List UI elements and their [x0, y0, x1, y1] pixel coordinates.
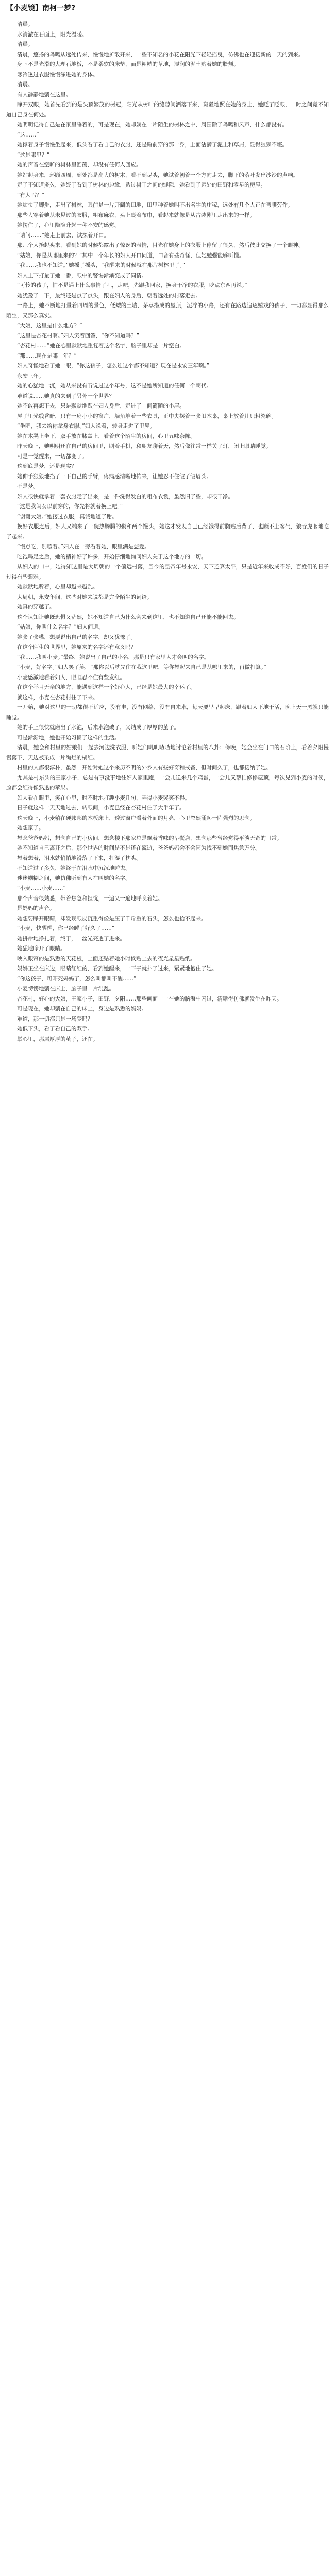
article-paragraph: 清晨。	[17, 21, 34, 27]
article-paragraph: 一开始，她对这里的一切都很不适应，没有电，没有网络，没有自来水，每天要早早起床，跟着妇人下地干活，晚上天一黑就只能睡觉。	[6, 704, 329, 721]
article-paragraph: 妇人上下打量了她一番，眼中的警惕渐渐变成了同情。	[17, 272, 147, 279]
article-paragraph: 她张了张嘴，想要说出自己的名字，却又犹豫了。	[17, 634, 136, 640]
article-paragraph: 换好衣服之后，妇人又端来了一碗热腾腾的粥和两个馒头，她这才发现自己已经饿得前胸贴后背了，也顾不上客气，狼吞虎咽地吃了起来。	[6, 523, 329, 540]
article-paragraph: 在这个陌生的世界里，她原来的名字还有意义吗？	[17, 644, 136, 650]
article-paragraph: “这里是杏花村啊。”妇人笑着回答，“你不知道吗？”	[17, 332, 140, 339]
article-paragraph: “那……现在是哪一年？”	[17, 352, 77, 359]
article-paragraph: 可是一觉醒来，一切都变了。	[17, 453, 88, 460]
article-paragraph: 睁开双眼，她首先看到的是头顶繁茂的树冠，阳光从树叶的缝隙间洒落下来，斑驳地照在她的身上，她眨了眨眼，一时之间竟不知道自己身在何处。	[6, 101, 329, 118]
article-paragraph: 这个认知让她既恐惧又茫然，她不知道自己为什么会来到这里，也不知道自己还能不能回去。	[17, 614, 239, 620]
article-paragraph: 清晨。	[17, 41, 34, 47]
article-paragraph: 日子就这样一天天地过去，转眼间，小麦已经在杏花村住了大半年了。	[17, 805, 185, 811]
article-paragraph: 妈妈正坐在床边，眼睛红红的，看到她醒来，一下子就扑了过来，紧紧地抱住了她。	[17, 965, 217, 972]
article-paragraph: 不是梦。	[17, 483, 39, 489]
article-paragraph: “可怜的孩子，怕不是遇上什么事情了吧，走吧，先跟我回家，换身干净的衣服，吃点东西再说。”	[17, 282, 247, 289]
article-paragraph: 想着想着，泪水就悄悄地滑落了下来，打湿了枕头。	[17, 855, 142, 861]
article-paragraph: “小麦，好名字。”妇人笑了笑，“那你以后就先住在我这里吧，等你想起来自己是从哪里来的，再做打算。”	[17, 664, 266, 670]
article-paragraph: 寒冷透过衣服慢慢渗进她的身体。	[17, 71, 98, 78]
article-paragraph: “这……”	[17, 131, 39, 138]
article-paragraph: 映入眼帘的是熟悉的天花板，上面还贴着她小时候贴上去的夜光星星贴纸。	[17, 955, 196, 962]
article-paragraph: 那个声音很熟悉，带着焦急和担忧，一遍又一遍地呼唤着她。	[17, 895, 163, 902]
article-paragraph: 身下不是光滑的大理石地板，不是柔软的床垫，而是粗糙的草地，湿润的泥土贴着她的脸颊。	[17, 61, 239, 67]
article-paragraph: “有人吗？”	[17, 192, 44, 198]
article-paragraph: 她不敢再想下去，只是默默地跟在妇人身后，走进了一间简陋的小屋。	[17, 403, 185, 409]
article-paragraph: 有人静静地躺在这里。	[17, 91, 71, 98]
article-paragraph: 就这样，小麦在杏花村住了下来。	[17, 694, 98, 701]
article-paragraph: 是妈妈的声音。	[17, 905, 55, 911]
article-paragraph: “姑娘，你是从哪里来的？”其中一个年长的妇人开口问道，口音有些奇怪，但她勉强能够听懂。	[17, 252, 245, 259]
article-paragraph: 这到底是梦，还是现实？	[17, 463, 77, 469]
article-paragraph: 她在木凳上坐下，双手放在膝盖上，看着这个陌生的房间，心里五味杂陈。	[17, 433, 196, 439]
article-paragraph: 掌心里，那层厚厚的茧子，还在。	[17, 1036, 98, 1042]
article-paragraph: 她明明记得自己是在家里睡着的，可是现在，她却躺在一片陌生的树林之中，周围除了鸟鸣和风声，什么都没有。	[17, 122, 288, 128]
article-paragraph: 她撑着身子慢慢坐起来，低头看了看自己的衣服，还是睡前穿的那一身，上面沾满了泥土和草屑，显得狼狈不堪。	[17, 142, 288, 148]
article-paragraph: 她想家了。	[17, 825, 44, 831]
article-paragraph: 走了不知道多久，她终于看到了树林的边缘，透过树干之间的缝隙，她看到了远处的田野和零星的房屋。	[17, 182, 266, 188]
article-paragraph: 杏花村，好心的大娘，王家小子，田野，夕阳……那些画面一一在她的脑海中闪过，清晰得仿佛就发生在昨天。	[17, 995, 282, 1002]
article-paragraph: “小麦……小麦……”	[17, 885, 66, 891]
article-paragraph: “小麦，快醒醒，你已经睡了好久了……”	[17, 925, 115, 931]
article-paragraph: 昨天晚上，她明明还在自己的房间里，刷着手机，和朋友聊着天，然后像往常一样关了灯，闭上眼睛睡觉。	[17, 443, 272, 449]
article-paragraph: 一路上，她不断地打量着四周的景色，低矮的土墙，茅草搭成的屋顶，泥泞的小路，还有在路边追逐嬉戏的孩子，一切都显得那么陌生，又那么真实。	[6, 302, 329, 319]
article-paragraph: “我……我叫小麦。”最终，她说出了自己的小名，那是只有家里人才会叫的名字。	[17, 654, 210, 660]
article-paragraph: “谢谢大娘。”她接过衣服，真诚地道了谢。	[17, 513, 118, 520]
article-paragraph: 水清澈在石面上，阳光温暖。	[17, 31, 88, 38]
article-paragraph: 她拼命地挣扎着，终于，一丝光亮透了进来。	[17, 935, 125, 942]
article-paragraph: 清晨，她会和村里的姑娘们一起去河边洗衣服，听她们叽叽喳喳地讨论着村里的八卦；傍晚，她会坐在门口的石阶上，看着夕阳慢慢落下，天边被染成一片绚烂的橘红。	[6, 744, 329, 761]
article-paragraph: 在这个举目无亲的地方，能遇到这样一个好心人，已经是她最大的幸运了。	[17, 684, 196, 690]
article-body	[6, 20, 329, 1044]
article-paragraph: 她愣住了，心里隐隐升起一种不安的感觉。	[17, 222, 120, 228]
article-paragraph: “大娘，这里是什么地方？”	[17, 323, 82, 329]
article-paragraph: 她想要睁开眼睛，却发现眼皮沉重得像是压了千斤重的石头，怎么也抬不起来。	[17, 915, 207, 922]
article-paragraph: 想念爸爸妈妈，想念自己的小房间，想念楼下那家总是飘着香味的早餐店，想念那些曾经觉得平淡无奇的日常。	[17, 835, 282, 841]
article-paragraph: 清晨。	[17, 81, 34, 88]
article-paragraph: “这是我闺女以前穿的，你先将就着换上吧。”	[17, 503, 123, 510]
article-paragraph: 她的心猛地一沉，她从来没有听说过这个年号，这不是她所知道的任何一个朝代。	[17, 383, 212, 389]
article-paragraph: 妇人奇怪地看了她一眼，“你这孩子，怎么连这个都不知道？现在是永安三年啊。”	[17, 363, 210, 369]
article-paragraph: “坐吧，我去给你拿身衣服。”妇人说着，转身走进了里屋。	[17, 423, 156, 429]
article-paragraph: 妇人看在眼里，笑在心里，时不时地打趣小麦几句，弄得小麦哭笑不得。	[17, 794, 190, 801]
article-paragraph: 那几个人抬起头来，看到她的时候都露出了惊讶的表情，目光在她身上的衣服上停留了很久，然后彼此交换了一个眼神。	[17, 242, 304, 248]
article-paragraph: 小麦感激地看着妇人，眼眶忍不住有些发红。	[17, 674, 125, 681]
article-paragraph: 不知道过了多久，她终于在泪水中沉沉地睡去。	[17, 865, 131, 871]
article-paragraph: 可是渐渐地，她也开始习惯了这样的生活。	[17, 734, 120, 741]
article-paragraph: 她站起身来，环顾四周，到处都是高大的树木，看不到尽头，她试着朝着一个方向走去，脚下的落叶发出沙沙的声响。	[17, 172, 298, 178]
article-paragraph: 她伸手狠狠地掐了一下自己的手臂，疼痛感清晰地传来，让她忍不住皱了皱眉头。	[17, 473, 212, 480]
article-paragraph: 她默默地听着，心里却越来越乱。	[17, 584, 98, 590]
article-paragraph: “我……我也不知道。”她摇了摇头，“我醒来的时候就在那片树林里了。”	[17, 262, 186, 268]
article-paragraph: “姑娘，你叫什么名字？”妇人问道。	[17, 624, 104, 630]
article-paragraph: 迷迷糊糊之间，她仿佛听到有人在叫她的名字。	[17, 875, 131, 882]
article-paragraph: 可是现在，她却躺在自己的床上，身边是熟悉的妈妈。	[17, 1006, 147, 1012]
article-paragraph: 她低下头，看了看自己的双手。	[17, 1026, 93, 1032]
article-paragraph: 她犹豫了一下，最终还是点了点头，跟在妇人的身后，朝着远处的村落走去。	[17, 292, 201, 299]
article-paragraph: 她不知道自己离开之后，那个世界的时间是不是还在流逝，爸爸妈妈会不会因为找不到她而焦急万分。	[17, 845, 261, 851]
article-paragraph: “你这孩子，可吓死妈妈了，怎么叫都叫不醒……”	[17, 975, 137, 982]
article-paragraph: 这天晚上，小麦躺在硬邦邦的木板床上，透过窗户看着外面的月亮，心里忽然涌起一阵强烈的思念。	[17, 815, 255, 821]
article-paragraph: 从妇人的口中，她得知这里是大周朝的一个偏远村落，当今的皇帝年号永安，天下还算太平，只是近年来收成不好，百姓们的日子过得有些艰难。	[6, 564, 329, 580]
article-paragraph: 小麦愣愣地躺在床上，脑子里一片混乱。	[17, 986, 114, 992]
article-paragraph: 她的手上很快就磨出了水泡，后来水泡破了，又结成了厚厚的茧子。	[17, 724, 179, 731]
article-paragraph: 吃饱喝足之后，她的精神好了许多，开始仔细地询问妇人关于这个地方的一切。	[17, 553, 207, 560]
article-paragraph: 尤其是村东头的王家小子，总是有事没事地往妇人家里跑，一会儿送来几个鸡蛋，一会儿又帮忙修修屋顶，每次见到小麦的时候，脸都会红得像熟透的苹果。	[6, 774, 329, 791]
article-paragraph: 她猛地睁开了眼睛。	[17, 945, 66, 952]
article-paragraph: 永安三年。	[17, 372, 44, 379]
article-paragraph: 难道，那一切都只是一场梦吗？	[17, 1015, 93, 1022]
article-title: 【小麦镜】南柯一梦?	[6, 4, 76, 12]
article-paragraph: 她加快了脚步，走出了树林，眼前是一片开阔的田地，田里种着她叫不出名字的庄稼，远处有几个人正在弯腰劳作。	[17, 202, 293, 208]
article-paragraph: 妇人很快就拿着一套衣服走了出来，是一件洗得发白的粗布衣裳，虽然旧了些，却很干净。	[17, 493, 233, 500]
article-paragraph: 难道说……她真的来到了另外一个世界？	[17, 393, 114, 399]
article-paragraph: “请问……”她走上前去，试探着开口。	[17, 232, 109, 239]
article-paragraph: “这是哪里？”	[17, 151, 50, 158]
article-paragraph: “杏花村……”她在心里默默地重复着这个名字，脑子里却是一片空白。	[17, 343, 185, 349]
article-paragraph: 大周朝，永安年间，这些对她来说都是完全陌生的词语。	[17, 594, 153, 600]
article-paragraph: 她真的穿越了。	[17, 604, 55, 610]
article-paragraph: 村里的人都很淳朴，虽然一开始对她这个来历不明的外乡人有些好奇和戒备，但时间久了，也都接纳了她。	[17, 765, 272, 771]
article-paragraph: 那些人穿着她从未见过的衣服，粗布麻衣，头上裹着布巾，看起来就像是从古装剧里走出来的一样。	[17, 212, 255, 218]
article-paragraph: 清晨，悠扬的鸟鸣从远处传来，慢慢地扩散开来，一些不知名的小花在阳光下轻轻摇曳，仿佛也在迎接新的一天的到来。	[17, 51, 304, 58]
article-paragraph: 屋子里光线昏暗，只有一扇小小的窗户，墙角堆着一些农具，正中央摆着一张旧木桌，桌上放着几只粗瓷碗。	[17, 413, 277, 419]
article-paragraph: “慢点吃，别噎着。”妇人在一旁看着她，眼里满是慈爱。	[17, 544, 150, 550]
article-paragraph: 她的声音在空旷的树林里回荡，却没有任何人回应。	[17, 162, 142, 168]
